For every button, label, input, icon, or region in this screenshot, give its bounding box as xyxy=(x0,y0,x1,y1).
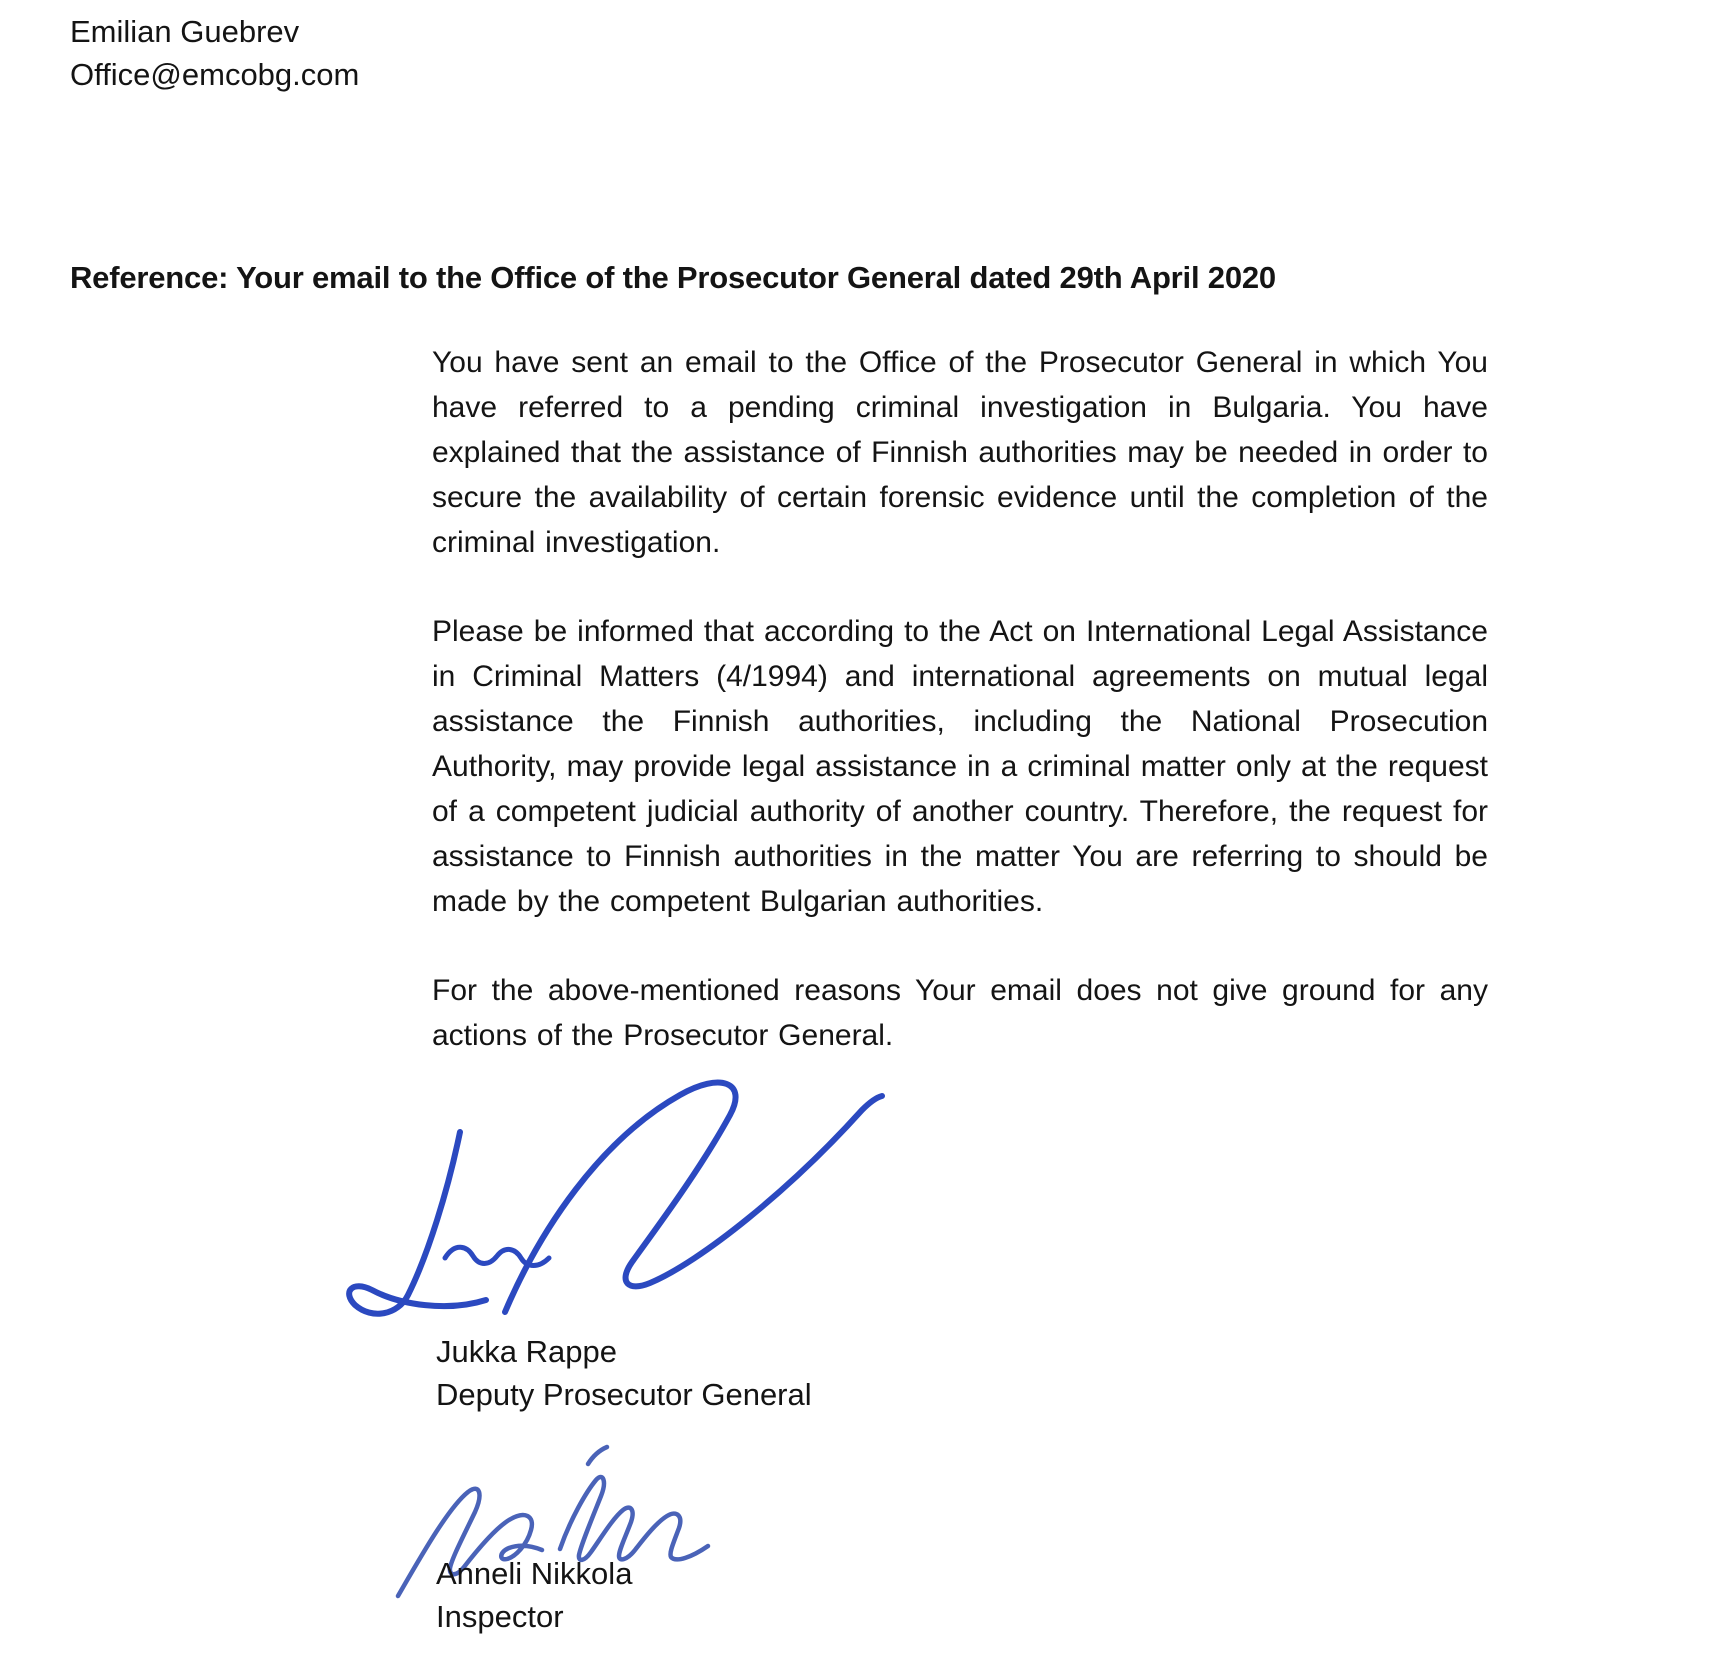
body-paragraph-1: You have sent an email to the Office of the Prosecutor General in which You have referred to a pending criminal investigation in Bulgaria. You have explained that the assistance of Finnish authorities may be needed in order to secure the availability of certain forensic evidence until the completion of the criminal investigation. xyxy=(432,346,1488,559)
signatory-jukka-title: Deputy Prosecutor General xyxy=(436,1377,812,1412)
letter-body xyxy=(432,340,1488,1102)
signatory-jukka-name: Jukka Rappe xyxy=(436,1334,617,1369)
reference-line: Reference: Your email to the Office of the Prosecutor General dated 29th April 2020 xyxy=(70,260,1276,295)
jukka-rappe-signature-icon xyxy=(349,1083,882,1314)
body-paragraph-2: Please be informed that according to the Act on International Legal Assistance in Criminal Matters (4/1994) and international agreements on mutual legal assistance the Finnish authorities, including the National Prosecution Authority, may provide legal assistance in a criminal matter only at the request of a competent judicial authority of another country. Therefore, the request for assistance to Finnish authorities in the matter You are referring to should be made by the competent Bulgarian authorities. xyxy=(432,615,1488,918)
signatory-anneli-title: Inspector xyxy=(436,1599,564,1634)
recipient-block xyxy=(70,10,359,96)
recipient-email: Office@emcobg.com xyxy=(70,57,360,92)
signatory-anneli-name: Anneli Nikkola xyxy=(436,1556,633,1591)
signatory-anneli-block xyxy=(436,1552,632,1638)
body-paragraph-3: For the above-mentioned reasons Your email does not give ground for any actions of the Prosecutor General. xyxy=(432,974,1488,1052)
signatory-jukka-block xyxy=(436,1330,812,1416)
recipient-name: Emilian Guebrev xyxy=(70,14,300,49)
